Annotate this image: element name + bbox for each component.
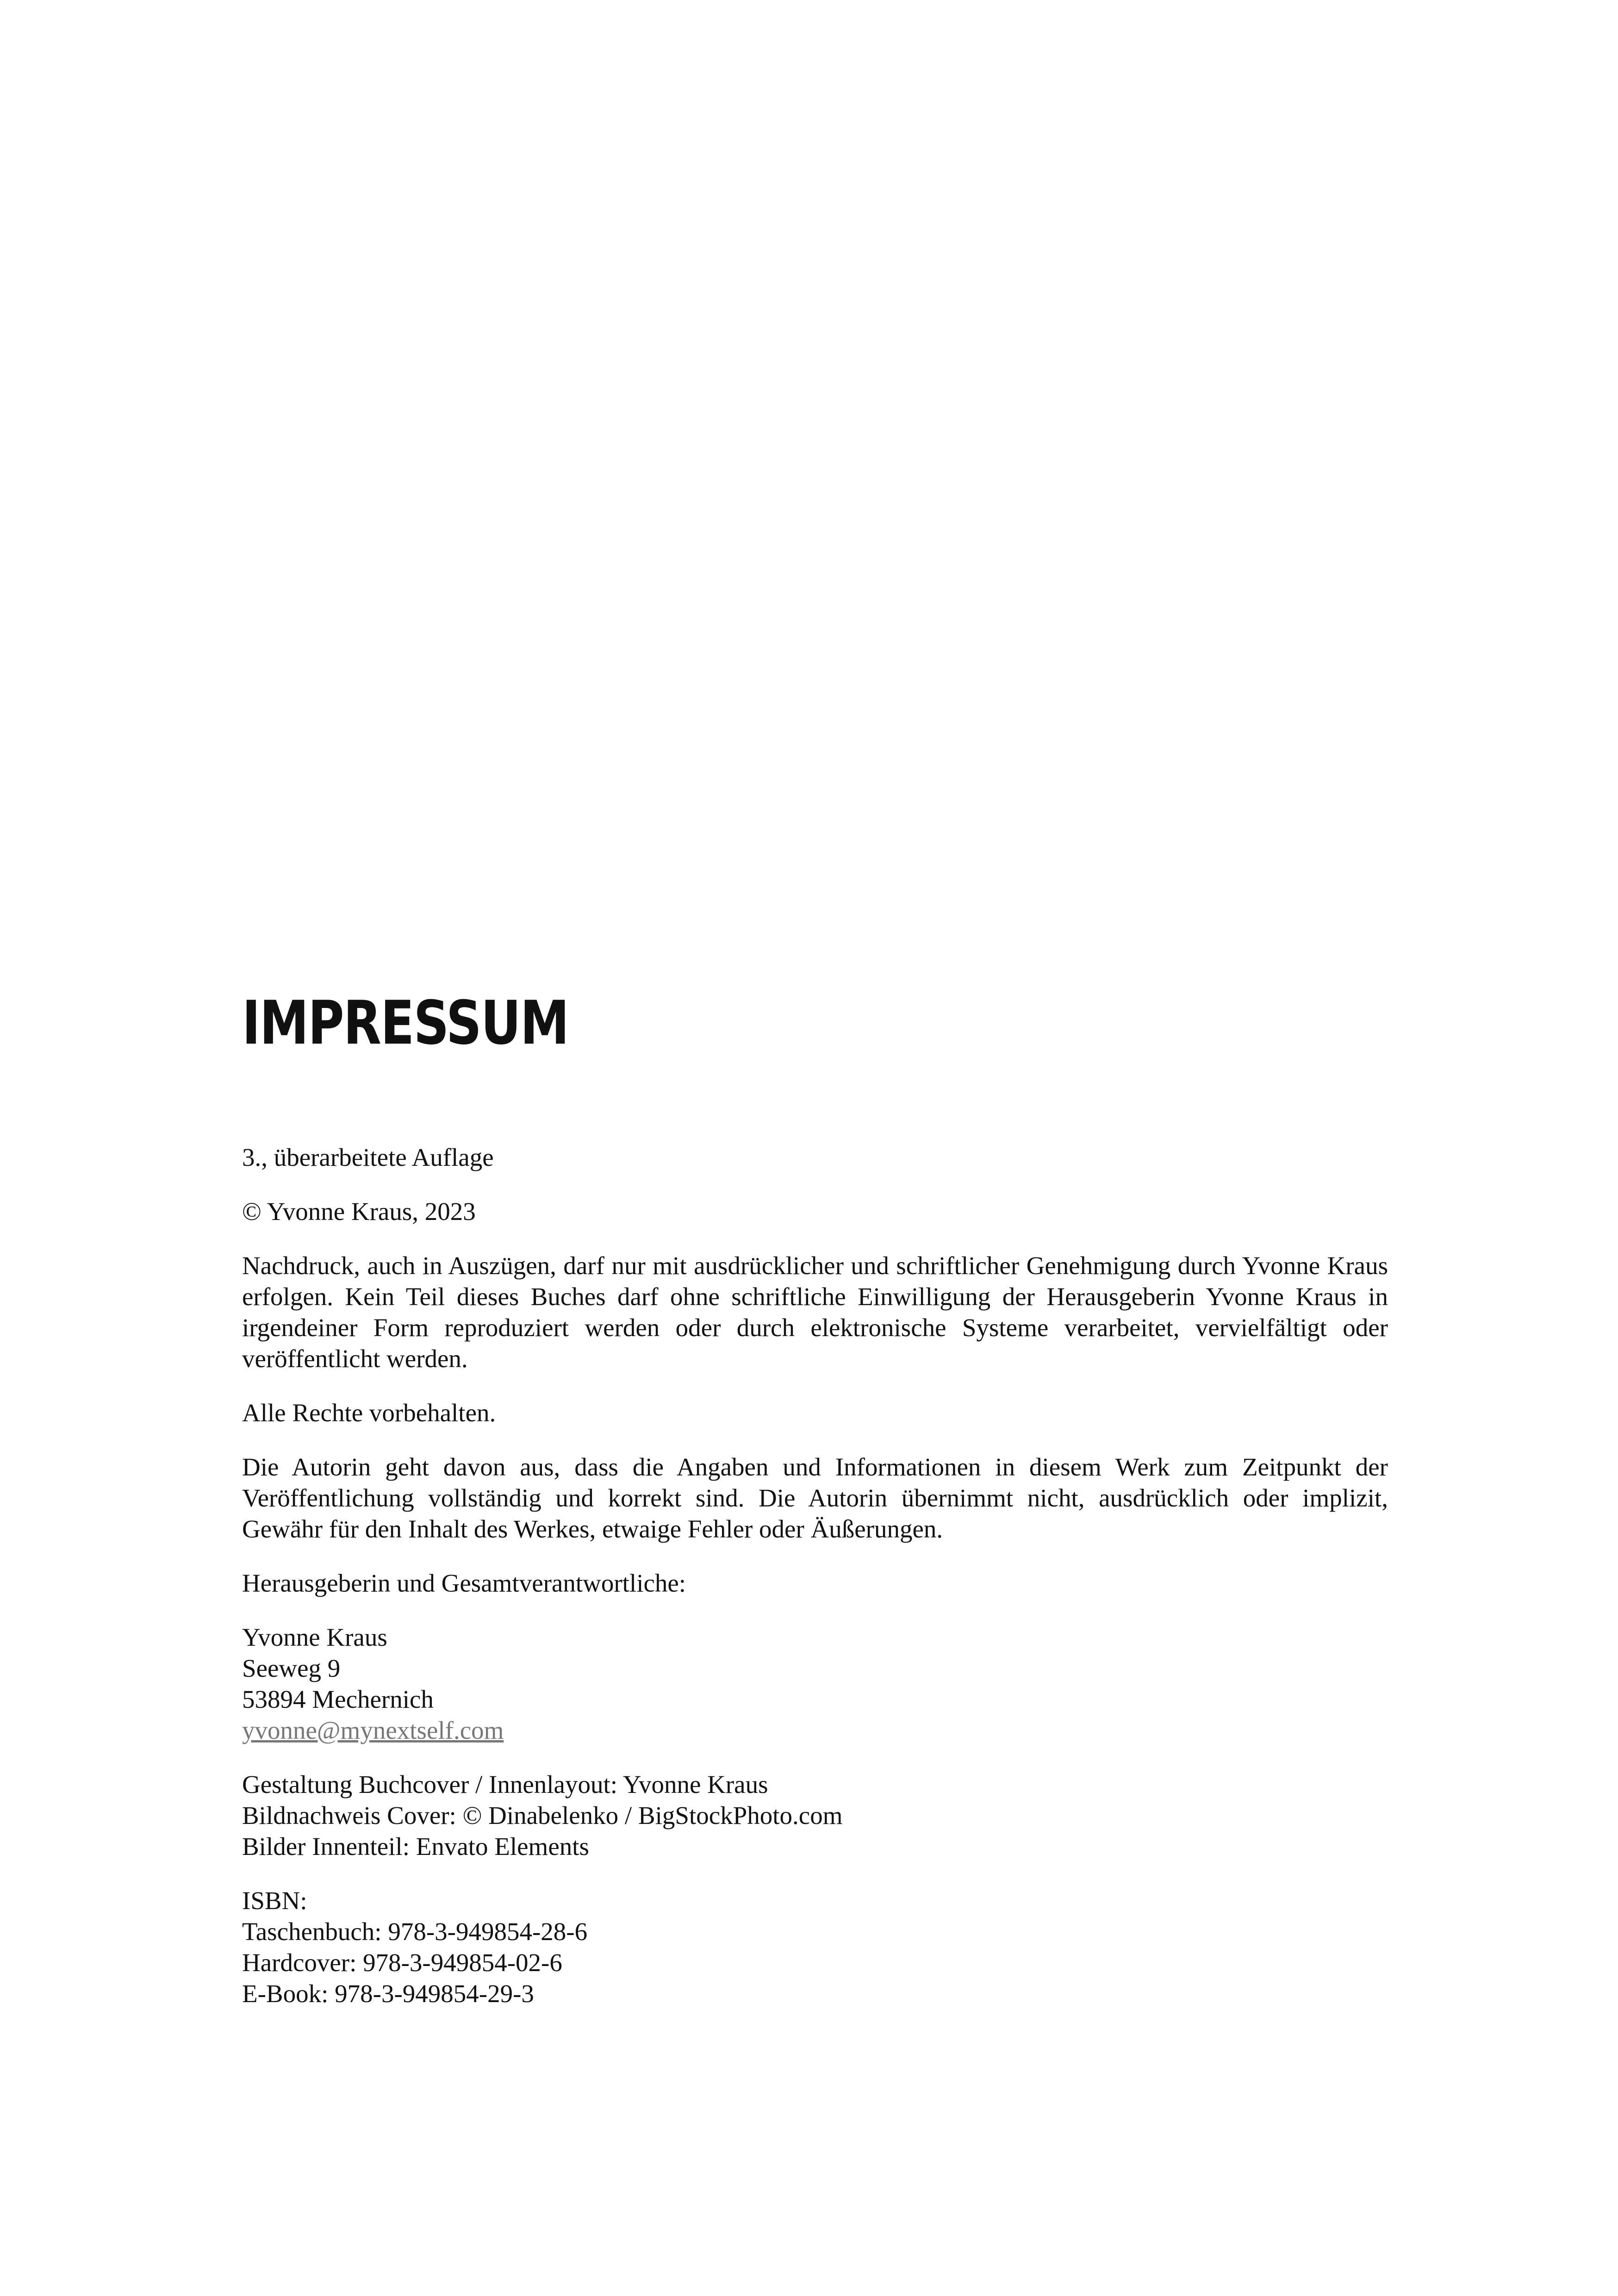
publisher-email-link[interactable]: yvonne@mynextself.com xyxy=(242,1716,504,1744)
edition-text: 3., überarbeitete Auflage xyxy=(242,1143,494,1171)
publisher-name: Yvonne Kraus xyxy=(242,1623,387,1651)
publisher-city: 53894 Mechernich xyxy=(242,1685,434,1713)
isbn-hardcover: Hardcover: 978-3-949854-02-6 xyxy=(242,1948,562,1977)
credit-interior-images: Bilder Innenteil: Envato Elements xyxy=(242,1832,589,1860)
disclaimer-text: Die Autorin geht davon aus, dass die Angaben und Informationen in diesem Werk zum Zeitpunkt der Veröffentlichung vollständig und korrekt sind. Die Autorin übernimmt nicht, ausdrücklich oder implizit, Gewähr für den Inhalt des Werkes, etwaige Fehler oder Äußerungen. xyxy=(242,1453,1388,1543)
publisher-address xyxy=(242,1622,1388,1746)
rights-text: Alle Rechte vorbehalten. xyxy=(242,1399,496,1427)
credit-design: Gestaltung Buchcover / Innenlayout: Yvonne Kraus xyxy=(242,1770,768,1798)
publisher-street: Seeweg 9 xyxy=(242,1654,341,1682)
copyright-text: © Yvonne Kraus, 2023 xyxy=(242,1197,476,1226)
isbn-block xyxy=(242,1885,1388,2009)
credits-block xyxy=(242,1769,1388,1862)
impressum-body xyxy=(242,1142,1388,2032)
impressum-page xyxy=(242,988,1388,2008)
credit-cover-image: Bildnachweis Cover: © Dinabelenko / BigStockPhoto.com xyxy=(242,1801,843,1829)
page-title: IMPRESSUM xyxy=(242,988,569,1058)
isbn-ebook: E-Book: 978-3-949854-29-3 xyxy=(242,1979,534,2008)
publisher-heading: Herausgeberin und Gesamtverantwortliche: xyxy=(242,1569,686,1597)
reprint-notice: Nachdruck, auch in Auszügen, darf nur mit ausdrücklicher und schriftlicher Genehmigung durch Yvonne Kraus erfolgen. Kein Teil dieses Buches darf ohne schriftliche Einwilligung der Herausgeberin Yvonne Kraus in irgendeiner Form reproduziert werden oder durch elektronische Systeme verarbeitet, vervielfältigt oder veröffentlicht werden. xyxy=(242,1251,1388,1373)
isbn-heading: ISBN: xyxy=(242,1886,307,1915)
isbn-paperback: Taschenbuch: 978-3-949854-28-6 xyxy=(242,1917,588,1946)
